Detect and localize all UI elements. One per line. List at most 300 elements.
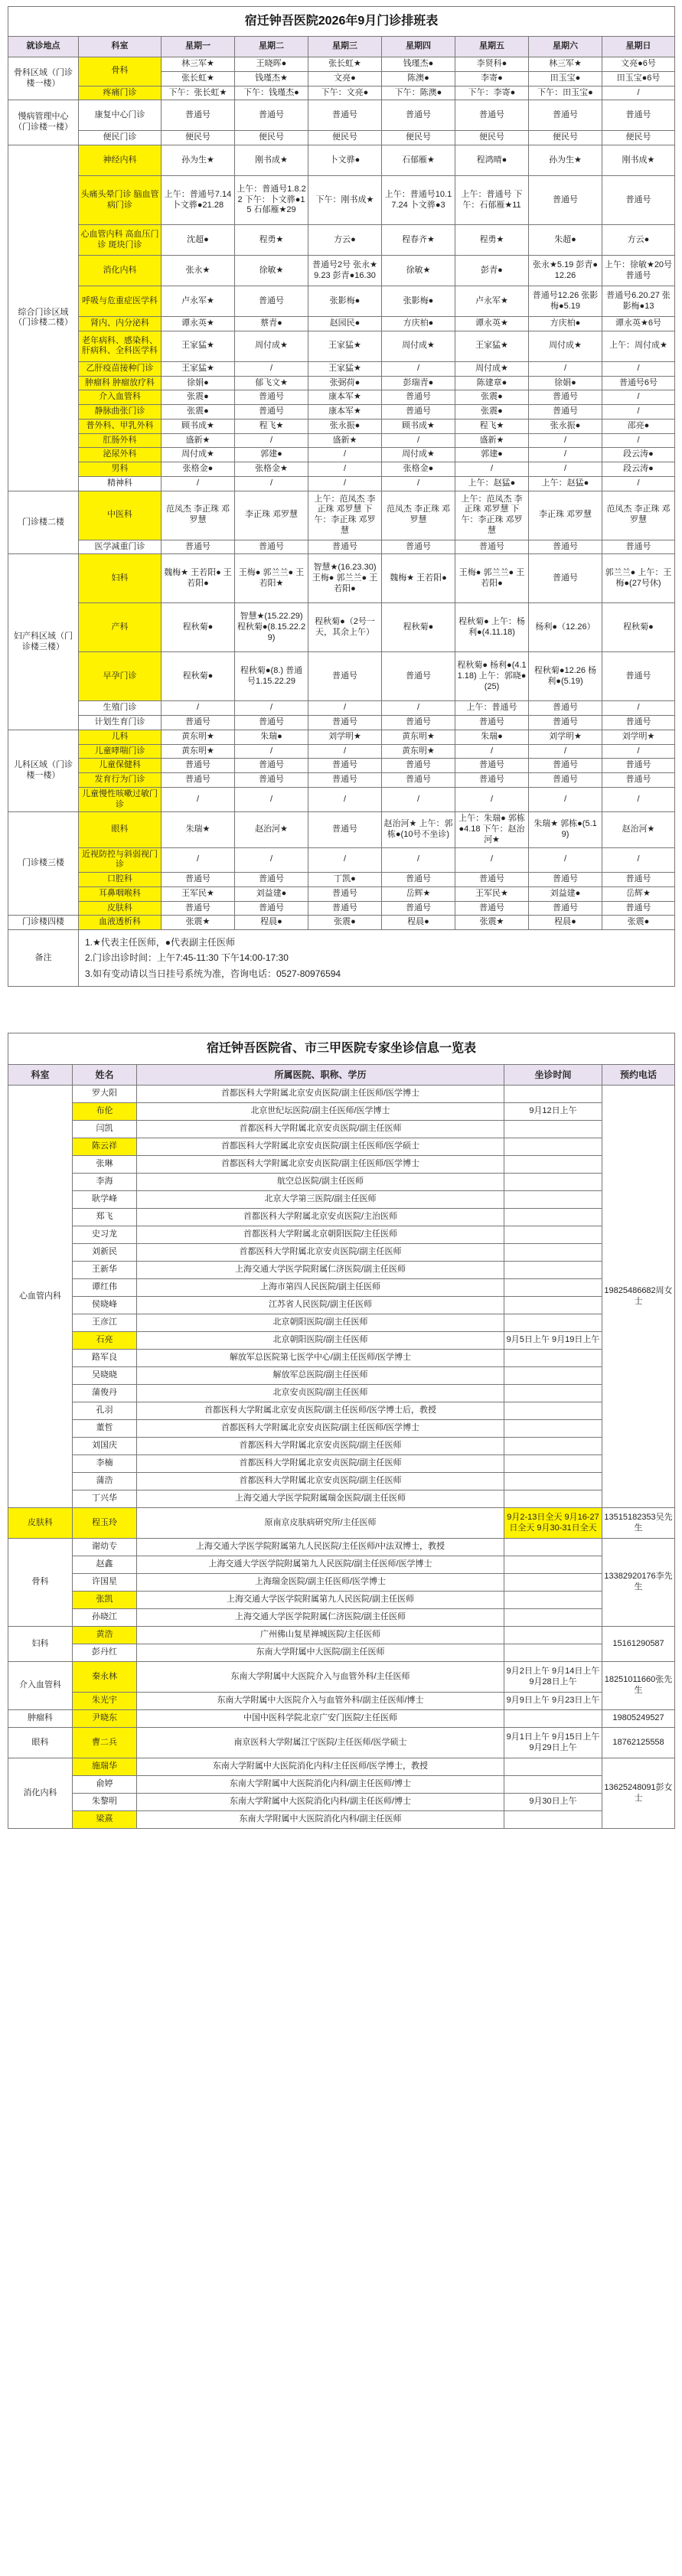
schedule-row [8, 652, 675, 701]
expert-schedule [504, 1490, 602, 1508]
schedule-cell: / [235, 744, 308, 759]
schedule-cell: 段云涛● [602, 448, 675, 462]
schedule-cell: 便民号 [602, 131, 675, 145]
expert-name: 程玉玲 [73, 1508, 137, 1539]
expert-schedule: 9月5日上午 9月19日上午 [504, 1332, 602, 1350]
schedule-row [8, 716, 675, 730]
column-header: 就诊地点 [8, 37, 79, 57]
column-header: 所属医院、职称、学历 [137, 1065, 504, 1086]
schedule-cell: 程秋菊●（2号一天，其余上午） [308, 603, 382, 652]
schedule-cell: 上午：朱瑞● 郭栋●4.18 下午：赵治河★ [455, 812, 529, 847]
location-cell: 门诊楼三楼 [8, 812, 79, 916]
schedule-cell: 刚书成★ [602, 145, 675, 176]
department-cell: 中医科 [79, 491, 162, 540]
schedule-cell: 张永★5.19 彭青●12.26 [529, 256, 602, 286]
expert-row [8, 1191, 675, 1209]
expert-row [8, 1490, 675, 1508]
schedule-cell: 上午：普通号 下午：石郁雁★11 [455, 176, 529, 225]
expert-schedule [504, 1138, 602, 1156]
expert-name: 张凯 [73, 1592, 137, 1609]
schedule-cell: 张长虹★ [308, 57, 382, 72]
expert-row [8, 1156, 675, 1174]
schedule-cell: 刘学明★ [529, 730, 602, 744]
schedule-cell: 上午：普通号1.8.22 下午：卜文骅●15 石郁雁★29 [235, 176, 308, 225]
expert-phone: 18251011660张先生 [602, 1662, 675, 1710]
schedule-cell: 程秋菊● [162, 652, 235, 701]
schedule-cell: 张永振● [308, 419, 382, 433]
schedule-cell: / [602, 433, 675, 448]
expert-department: 皮肤科 [8, 1508, 73, 1539]
schedule-cell: / [602, 390, 675, 405]
schedule-cell: 黄东明★ [382, 744, 455, 759]
schedule-cell: 丁凯● [308, 873, 382, 887]
schedule-cell: / [308, 462, 382, 477]
schedule-cell: 程鸿晴● [455, 145, 529, 176]
schedule-cell: 王家猛★ [455, 331, 529, 361]
schedule-cell: / [529, 744, 602, 759]
schedule-cell: 刘益建● [235, 886, 308, 901]
expert-name: 王新华 [73, 1262, 137, 1279]
schedule-cell: 朱瑞● [235, 730, 308, 744]
expert-row [8, 1758, 675, 1776]
schedule-cell: 周付成★ [235, 331, 308, 361]
schedule-cell: / [602, 701, 675, 716]
expert-row [8, 1086, 675, 1103]
schedule-row [8, 744, 675, 759]
expert-name: 李海 [73, 1174, 137, 1191]
expert-row [8, 1508, 675, 1539]
expert-name: 许国星 [73, 1574, 137, 1592]
expert-hospital: 首都医科大学附属北京安贞医院/副主任医师 [137, 1473, 504, 1490]
schedule-cell: 程秋菊● [162, 603, 235, 652]
department-cell: 生殖门诊 [79, 701, 162, 716]
schedule-cell: 便民号 [235, 131, 308, 145]
schedule-cell: 赵治河★ [602, 812, 675, 847]
schedule-cell: 刚书成★ [235, 145, 308, 176]
schedule-cell: 普通号 [382, 540, 455, 554]
expert-schedule [504, 1811, 602, 1829]
schedule-cell: / [308, 787, 382, 812]
schedule-cell: 上午：周付成★ [602, 331, 675, 361]
expert-hospital: 首都医科大学附属北京安贞医院/主治医师 [137, 1209, 504, 1226]
header-row [8, 37, 675, 57]
schedule-row [8, 886, 675, 901]
schedule-cell: 谭永英★6号 [602, 317, 675, 331]
section-gap [8, 987, 674, 1033]
schedule-cell: 盛新★ [162, 433, 235, 448]
expert-schedule [504, 1279, 602, 1297]
schedule-cell: 刘学明★ [602, 730, 675, 744]
department-cell: 乙肝疫苗接种门诊 [79, 361, 162, 376]
expert-row [8, 1402, 675, 1420]
schedule-cell: 王梅● 郭兰兰● 王若阳● [455, 554, 529, 603]
schedule-cell: 王军民★ [162, 886, 235, 901]
expert-schedule [504, 1473, 602, 1490]
schedule-cell: 程勇★ [455, 225, 529, 256]
schedule-cell: 方庆柏● [529, 317, 602, 331]
schedule-cell: 张永振● [529, 419, 602, 433]
schedule-cell: 郭兰兰● 上午：王梅●(27号休) [602, 554, 675, 603]
schedule-row [8, 462, 675, 477]
schedule-row [8, 419, 675, 433]
location-cell: 妇产科区域（门诊楼三楼） [8, 554, 79, 730]
schedule-cell: 下午：刚书成★ [308, 176, 382, 225]
schedule-cell: 王家猛★ [308, 361, 382, 376]
notes-row [8, 930, 675, 987]
expert-row [8, 1350, 675, 1367]
expert-phone: 15161290587 [602, 1627, 675, 1662]
expert-name: 侯晓峰 [73, 1297, 137, 1314]
schedule-cell: 普通号 [455, 901, 529, 916]
schedule-cell: 邵亮● [602, 419, 675, 433]
schedule-cell: 普通号 [382, 716, 455, 730]
schedule-row [8, 433, 675, 448]
department-cell: 皮肤科 [79, 901, 162, 916]
schedule-cell: 张格金● [382, 462, 455, 477]
schedule-cell: 张震● [308, 916, 382, 930]
schedule-cell: 程晨● [529, 916, 602, 930]
schedule-cell: 张震● [162, 405, 235, 420]
schedule-cell: 普通号 [308, 901, 382, 916]
expert-row [8, 1420, 675, 1438]
expert-hospital: 首都医科大学附属北京安贞医院/副主任医师 [137, 1455, 504, 1473]
schedule-cell: / [308, 847, 382, 873]
column-header: 星期五 [455, 37, 529, 57]
schedule-cell: 普通号 [382, 759, 455, 773]
schedule-cell: / [308, 701, 382, 716]
expert-name: 孙晓江 [73, 1609, 137, 1627]
schedule-cell: 王晓晖● [235, 57, 308, 72]
expert-hospital: 中国中医科学院北京广安门医院/主任医师 [137, 1710, 504, 1728]
schedule-row [8, 554, 675, 603]
expert-name: 路军良 [73, 1350, 137, 1367]
schedule-cell: 蔡青● [235, 317, 308, 331]
schedule-cell: 徐娟● [162, 376, 235, 390]
expert-name: 秦永林 [73, 1662, 137, 1693]
schedule-cell: 岳辉★ [602, 886, 675, 901]
schedule-cell: / [162, 476, 235, 491]
schedule-cell: 朱瑞● [455, 730, 529, 744]
schedule-cell: 便民号 [308, 131, 382, 145]
notes-label: 备注 [8, 930, 79, 987]
schedule-cell: 张弼荷● [308, 376, 382, 390]
schedule-cell: 钱瑾杰★ [235, 71, 308, 86]
expert-name: 陈云祥 [73, 1138, 137, 1156]
expert-hospital: 首都医科大学附属北京安贞医院/副主任医师/医学博士 [137, 1420, 504, 1438]
expert-department: 骨科 [8, 1539, 73, 1627]
schedule-cell: / [455, 847, 529, 873]
title-row [8, 7, 675, 37]
expert-schedule [504, 1455, 602, 1473]
schedule-cell: 郁飞文★ [235, 376, 308, 390]
expert-row [8, 1693, 675, 1710]
schedule-cell: 便民号 [455, 131, 529, 145]
schedule-cell: 张震★ [162, 916, 235, 930]
expert-hospital: 首都医科大学附属北京安贞医院/副主任医师 [137, 1121, 504, 1138]
expert-schedule [504, 1244, 602, 1262]
schedule-cell: 徐娟● [529, 376, 602, 390]
schedule-cell: 周付成★ [529, 331, 602, 361]
expert-name: 黄浩 [73, 1627, 137, 1644]
experts-table [8, 1033, 675, 1829]
expert-row [8, 1332, 675, 1350]
expert-department: 消化内科 [8, 1758, 73, 1829]
schedule-cell: 普通号 [235, 716, 308, 730]
schedule-cell: 孙为生★ [162, 145, 235, 176]
expert-hospital: 上海交通大学医学院附属仁济医院/副主任医师 [137, 1609, 504, 1627]
expert-schedule [504, 1438, 602, 1455]
schedule-cell: 普通号 [235, 773, 308, 788]
expert-row [8, 1710, 675, 1728]
schedule-row [8, 773, 675, 788]
expert-hospital: 北京安贞医院/副主任医师 [137, 1385, 504, 1402]
expert-schedule: 9月30日上午 [504, 1794, 602, 1811]
schedule-cell: 普通号 [529, 554, 602, 603]
schedule-cell: 普通号 [235, 100, 308, 131]
schedule-cell: / [162, 701, 235, 716]
expert-row [8, 1627, 675, 1644]
schedule-cell: 普通号 [235, 286, 308, 317]
expert-row [8, 1438, 675, 1455]
schedule-cell: 魏梅★ 王若阳● [382, 554, 455, 603]
schedule-cell: 李正珠 邓罗慧 [235, 491, 308, 540]
schedule-row [8, 145, 675, 176]
department-cell: 计划生育门诊 [79, 716, 162, 730]
expert-row [8, 1644, 675, 1662]
schedule-cell: 林三军★ [162, 57, 235, 72]
schedule-cell: 张震● [602, 916, 675, 930]
schedule-cell: 普通号6.20.27 张影梅●13 [602, 286, 675, 317]
schedule-cell: / [162, 847, 235, 873]
schedule-cell: 范凤杰 李正珠 邓罗慧 [162, 491, 235, 540]
location-cell: 综合门诊区域（门诊楼二楼） [8, 145, 79, 491]
schedule-cell: 周付成★ [455, 361, 529, 376]
expert-row [8, 1385, 675, 1402]
schedule-cell: / [602, 86, 675, 100]
schedule-row [8, 603, 675, 652]
department-cell: 普外科、甲乳外科 [79, 419, 162, 433]
schedule-cell: 普通号 [602, 100, 675, 131]
expert-hospital: 东南大学附属中大医院消化内科/副主任医师/博士 [137, 1794, 504, 1811]
expert-hospital: 解放军总医院第七医学中心/副主任医师/医学博士 [137, 1350, 504, 1367]
expert-schedule [504, 1539, 602, 1556]
department-cell: 耳鼻咽喉科 [79, 886, 162, 901]
column-header: 星期二 [235, 37, 308, 57]
schedule-row [8, 448, 675, 462]
expert-schedule [504, 1209, 602, 1226]
schedule-cell: 张格金★ [235, 462, 308, 477]
schedule-cell: / [308, 744, 382, 759]
schedule-cell: 普通号 [529, 540, 602, 554]
expert-hospital: 首都医科大学附属北京朝阳医院/主任医师 [137, 1226, 504, 1244]
expert-schedule [504, 1226, 602, 1244]
schedule-cell: 谭永英★ [455, 317, 529, 331]
expert-schedule [504, 1367, 602, 1385]
schedule-row [8, 491, 675, 540]
expert-name: 蒲俊丹 [73, 1385, 137, 1402]
schedule-cell: 普通号 [235, 390, 308, 405]
schedule-row [8, 847, 675, 873]
schedule-cell: 普通号 [235, 759, 308, 773]
schedule-table [8, 6, 675, 987]
department-cell: 泌尿外科 [79, 448, 162, 462]
schedule-cell: 下午：张长虹★ [162, 86, 235, 100]
department-cell: 介入血管科 [79, 390, 162, 405]
expert-row [8, 1794, 675, 1811]
schedule-cell: 上午：徐敏★20号 普通号 [602, 256, 675, 286]
schedule-cell: 上午：赵猛● [455, 476, 529, 491]
expert-schedule [504, 1174, 602, 1191]
schedule-row [8, 100, 675, 131]
schedule-cell: 顾书成★ [382, 419, 455, 433]
note-line: 2.门诊出诊时间：上午7:45-11:30 下午14:00-17:30 [85, 952, 289, 964]
expert-schedule [504, 1156, 602, 1174]
department-cell: 儿童哮喘门诊 [79, 744, 162, 759]
department-cell: 疼痛门诊 [79, 86, 162, 100]
schedule-cell: 下午：李寄● [455, 86, 529, 100]
schedule-cell: 李贤科● [455, 57, 529, 72]
expert-schedule [504, 1297, 602, 1314]
schedule-row [8, 256, 675, 286]
expert-department: 介入血管科 [8, 1662, 73, 1710]
department-cell: 医学减重门诊 [79, 540, 162, 554]
schedule-cell: / [602, 744, 675, 759]
schedule-cell: 卜文骅● [308, 145, 382, 176]
schedule-cell: 普通号 [235, 901, 308, 916]
schedule-cell: 下午：田玉宝● [529, 86, 602, 100]
schedule-cell: / [602, 361, 675, 376]
expert-row [8, 1776, 675, 1794]
schedule-cell: 郭建● [455, 448, 529, 462]
schedule-cell: 段云涛● [602, 462, 675, 477]
department-cell: 近视防控与斜弱视门诊 [79, 847, 162, 873]
department-cell: 老年病科、感染科、肝病科、全科医学科 [79, 331, 162, 361]
schedule-row [8, 476, 675, 491]
schedule-cell: 卢永军★ [455, 286, 529, 317]
schedule-row [8, 331, 675, 361]
schedule-cell: 普通号 [382, 901, 455, 916]
department-cell: 发育行为门诊 [79, 773, 162, 788]
expert-row [8, 1174, 675, 1191]
department-cell: 儿科 [79, 730, 162, 744]
schedule-cell: 程春齐★ [382, 225, 455, 256]
schedule-cell: 朱瑞★ [162, 812, 235, 847]
schedule-cell: / [382, 787, 455, 812]
expert-name: 郑飞 [73, 1209, 137, 1226]
expert-hospital: 东南大学附属中大医院介入与血管外科/副主任医师/博士 [137, 1693, 504, 1710]
expert-hospital: 首都医科大学附属北京安贞医院/副主任医师/医学博士后，教授 [137, 1402, 504, 1420]
schedule-cell: 程秋菊● [602, 603, 675, 652]
schedule-cell: 石郁雁★ [382, 145, 455, 176]
expert-hospital: 北京朝阳医院/副主任医师 [137, 1332, 504, 1350]
schedule-cell: / [602, 787, 675, 812]
expert-name: 刘新民 [73, 1244, 137, 1262]
expert-phone: 18762125558 [602, 1728, 675, 1758]
department-cell: 儿童保健科 [79, 759, 162, 773]
schedule-cell: / [382, 476, 455, 491]
column-header: 科室 [79, 37, 162, 57]
schedule-cell: 王梅● 郭兰兰● 王若阳★ [235, 554, 308, 603]
schedule-cell: / [308, 448, 382, 462]
schedule-cell: 普通号 [529, 390, 602, 405]
header-row [8, 1065, 675, 1086]
expert-hospital: 首都医科大学附属北京安贞医院/副主任医师 [137, 1244, 504, 1262]
schedule-cell: 程晨● [235, 916, 308, 930]
schedule-row [8, 901, 675, 916]
schedule-cell: 程秋菊● [382, 603, 455, 652]
department-cell: 静脉曲张门诊 [79, 405, 162, 420]
expert-row [8, 1592, 675, 1609]
expert-name: 曹二兵 [73, 1728, 137, 1758]
expert-name: 孔羽 [73, 1402, 137, 1420]
expert-hospital: 上海市第四人民医院/副主任医师 [137, 1279, 504, 1297]
expert-schedule [504, 1592, 602, 1609]
schedule-row [8, 405, 675, 420]
expert-name: 谢幼专 [73, 1539, 137, 1556]
schedule-cell: 朱超● [529, 225, 602, 256]
expert-hospital: 北京大学第三医院/副主任医师 [137, 1191, 504, 1209]
expert-phone: 13515182353吴先生 [602, 1508, 675, 1539]
schedule-cell: 普通号 [162, 773, 235, 788]
schedule-cell: 徐敏★ [235, 256, 308, 286]
expert-row [8, 1209, 675, 1226]
expert-name: 吴晓晓 [73, 1367, 137, 1385]
expert-schedule [504, 1556, 602, 1574]
schedule-cell: 上午：普通号7.14 卜文骅●21.28 [162, 176, 235, 225]
expert-schedule: 9月2日上午 9月14日上午 9月28日上午 [504, 1662, 602, 1693]
expert-name: 赵鑫 [73, 1556, 137, 1574]
schedule-cell: 普通号 [602, 652, 675, 701]
schedule-cell: 陈建章● [455, 376, 529, 390]
department-cell: 眼科 [79, 812, 162, 847]
schedule-cell: 普通号 [382, 873, 455, 887]
expert-row [8, 1314, 675, 1332]
expert-name: 朱黎明 [73, 1794, 137, 1811]
schedule-cell: / [162, 787, 235, 812]
expert-hospital: 上海交通大学医学院附属第九人民医院/主任医师/中法双博士，教授 [137, 1539, 504, 1556]
schedule-cell: / [529, 361, 602, 376]
schedule-cell: 田玉宝●6号 [602, 71, 675, 86]
schedule-cell: 康本军★ [308, 405, 382, 420]
schedule-cell: 张永★ [162, 256, 235, 286]
page [8, 0, 674, 1829]
schedule-cell: / [235, 847, 308, 873]
expert-row [8, 1728, 675, 1758]
column-header: 星期三 [308, 37, 382, 57]
schedule-cell: 普通号 [235, 873, 308, 887]
schedule-cell: 李寄● [455, 71, 529, 86]
schedule-cell: / [602, 405, 675, 420]
department-cell: 消化内科 [79, 256, 162, 286]
expert-row [8, 1609, 675, 1627]
schedule-cell: / [529, 787, 602, 812]
expert-schedule [504, 1086, 602, 1103]
schedule-cell: 刘学明★ [308, 730, 382, 744]
expert-department: 心血管内科 [8, 1086, 73, 1508]
expert-phone: 19805249527 [602, 1710, 675, 1728]
department-cell: 便民门诊 [79, 131, 162, 145]
schedule-cell: 魏梅★ 王若阳● 王若阳● [162, 554, 235, 603]
schedule-cell: 程秋菊● 杨利●(4.11.18) 上午：郭晓●(25) [455, 652, 529, 701]
schedule-cell: 普通号 [308, 886, 382, 901]
expert-name: 布伦 [73, 1103, 137, 1121]
schedule-cell: 文亮●6号 [602, 57, 675, 72]
department-cell: 康复中心门诊 [79, 100, 162, 131]
schedule-row [8, 540, 675, 554]
schedule-row [8, 376, 675, 390]
department-cell: 口腔科 [79, 873, 162, 887]
schedule-cell: 普通号 [529, 716, 602, 730]
